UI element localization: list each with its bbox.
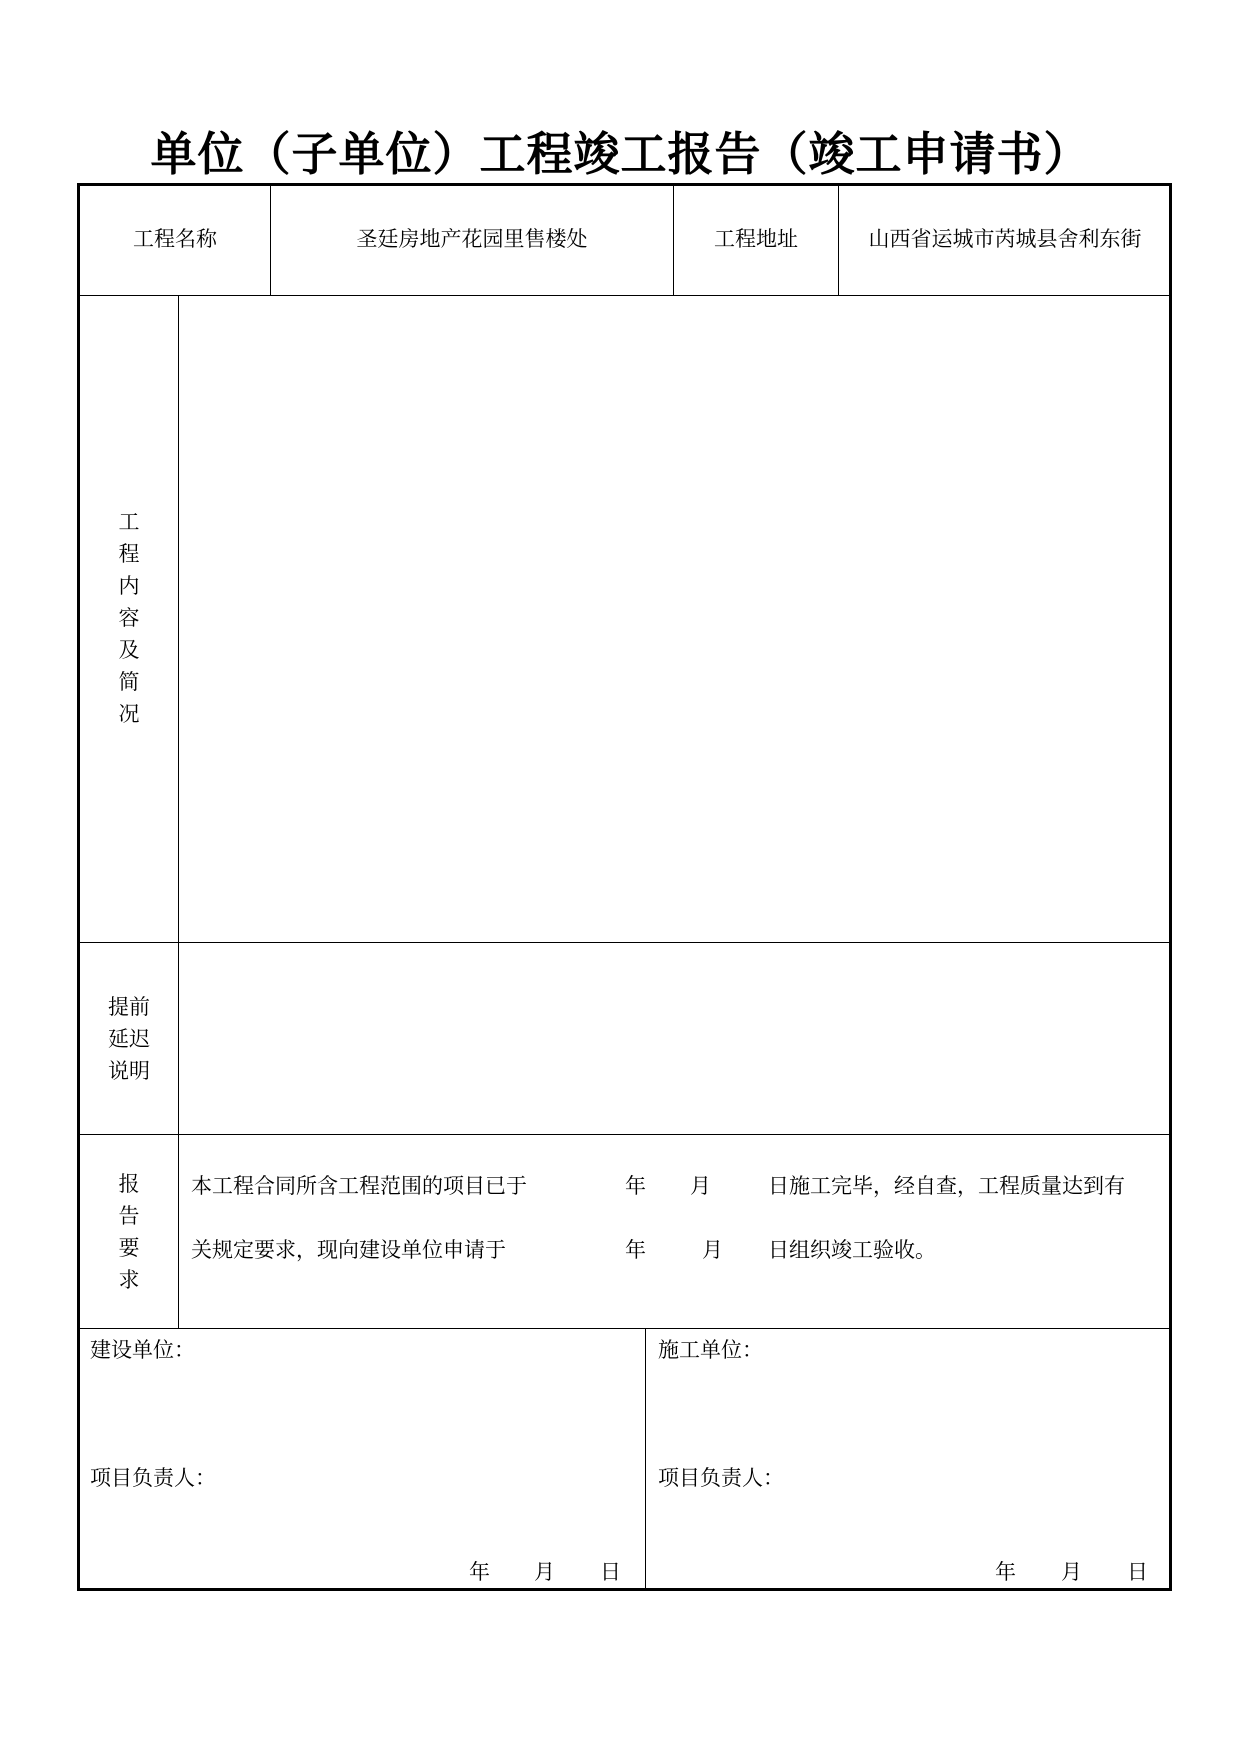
content-label-char: 工 — [118, 510, 140, 534]
request-line1-year: 年 — [625, 1174, 646, 1198]
col-divider-label — [178, 295, 179, 1328]
construction-date-year: 年 — [469, 1560, 490, 1584]
content-label-char: 容 — [118, 606, 140, 630]
construction-manager-label: 项目负责人： — [90, 1466, 216, 1490]
col-divider-header-3 — [838, 183, 839, 295]
project-address-label: 工程地址 — [714, 227, 798, 251]
project-name-value: 圣廷房地产花园里售楼处 — [356, 227, 588, 251]
delay-label-line: 说明 — [108, 1059, 150, 1083]
row-divider-request — [77, 1328, 1172, 1329]
request-label-char: 报 — [118, 1172, 140, 1196]
construction-unit-label: 建设单位： — [90, 1338, 195, 1362]
contractor-date-month: 月 — [1061, 1560, 1082, 1584]
request-line2-month: 月 — [702, 1238, 723, 1262]
delay-label-line: 延迟 — [108, 1027, 150, 1051]
row-divider-header — [77, 295, 1172, 296]
col-divider-header-1 — [270, 183, 271, 295]
delay-section-body[interactable] — [182, 945, 1168, 1131]
content-label-char: 简 — [118, 670, 140, 694]
content-label-char: 程 — [118, 542, 140, 566]
request-section-label — [114, 1168, 144, 1296]
request-line2-suffix: 日组织竣工验收。 — [768, 1238, 936, 1262]
request-label-char: 求 — [118, 1268, 140, 1292]
content-label-char: 及 — [118, 638, 140, 662]
content-section-body[interactable] — [182, 298, 1168, 940]
contractor-manager-label: 项目负责人： — [658, 1466, 784, 1490]
request-line1-month: 月 — [690, 1174, 711, 1198]
project-address-value: 山西省运城市芮城县舍利东街 — [868, 227, 1142, 251]
request-line1-suffix: 日施工完毕，经自查，工程质量达到有 — [768, 1174, 1125, 1198]
col-divider-header-2 — [673, 183, 674, 295]
construction-date-month: 月 — [534, 1560, 555, 1584]
content-label-char: 况 — [118, 702, 140, 726]
content-label-char: 内 — [118, 574, 140, 598]
delay-label-line: 提前 — [108, 995, 150, 1019]
row-divider-content — [77, 942, 1172, 943]
request-line2-prefix: 关规定要求，现向建设单位申请于 — [191, 1238, 506, 1262]
construction-date-day: 日 — [600, 1560, 621, 1584]
contractor-date-year: 年 — [995, 1560, 1016, 1584]
content-section-label — [114, 506, 144, 730]
document-title: 单位（子单位）工程竣工报告（竣工申请书） — [150, 127, 1091, 181]
request-line1-prefix: 本工程合同所含工程范围的项目已于 — [191, 1174, 527, 1198]
contractor-unit-label: 施工单位： — [658, 1338, 763, 1362]
row-divider-delay — [77, 1134, 1172, 1135]
request-label-char: 告 — [118, 1204, 140, 1228]
delay-section-label — [99, 991, 159, 1087]
request-line2-year: 年 — [625, 1238, 646, 1262]
col-divider-signatures — [645, 1328, 646, 1591]
request-label-char: 要 — [118, 1236, 140, 1260]
project-name-label: 工程名称 — [133, 227, 217, 251]
contractor-date-day: 日 — [1127, 1560, 1148, 1584]
